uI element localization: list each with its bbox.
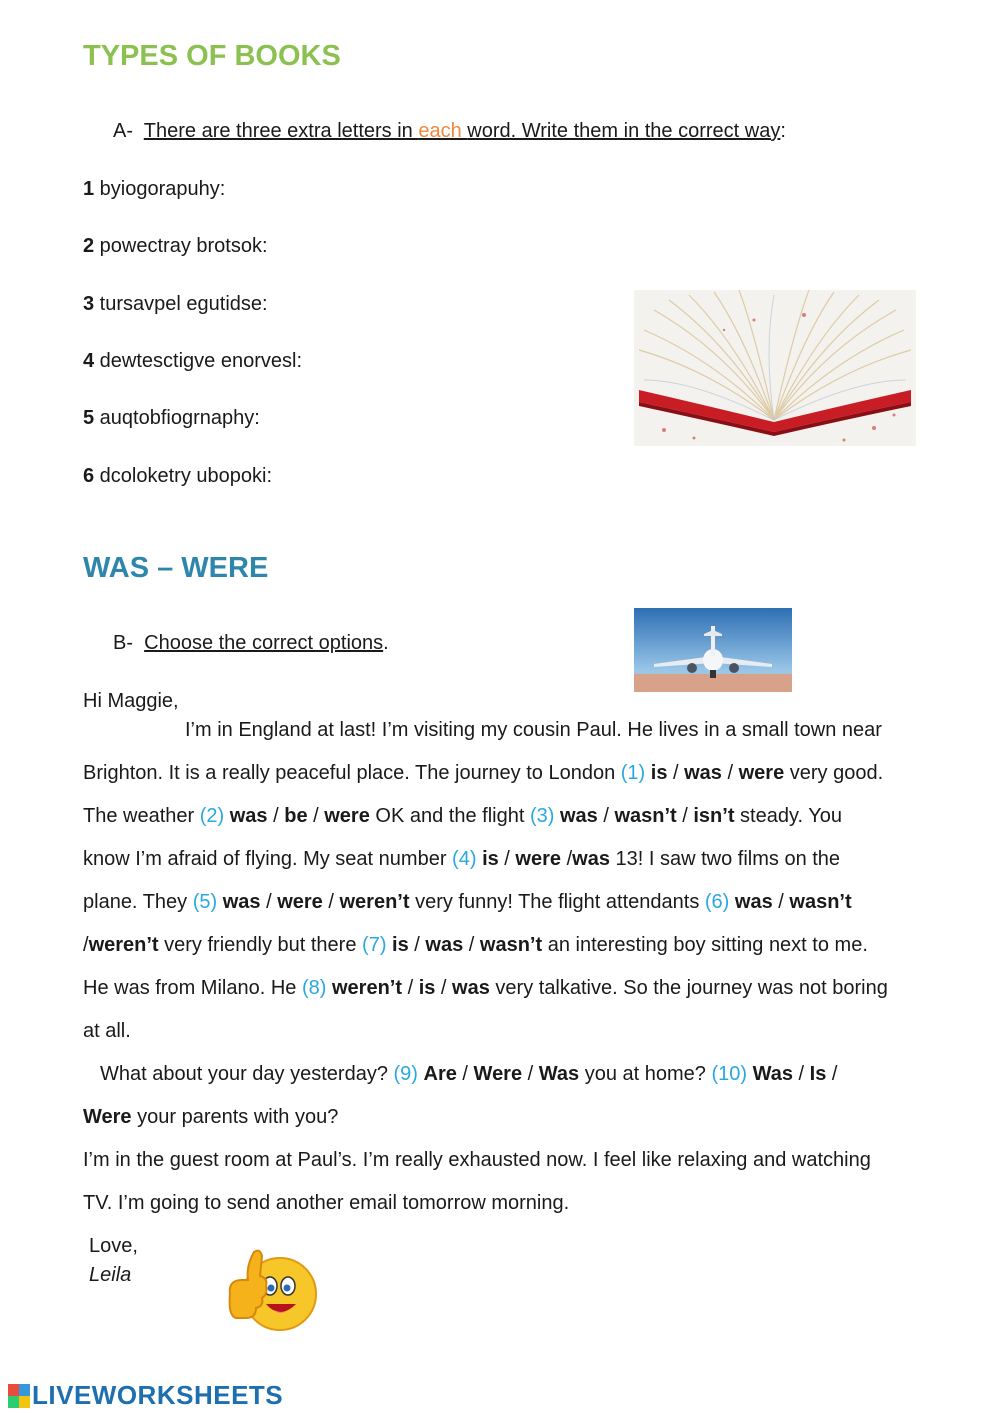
word-item-text: powectray brotsok: [94,235,268,257]
question-number: (8) [301,977,327,999]
answer-option[interactable]: Were [473,1063,523,1085]
answer-option[interactable]: is [650,762,668,784]
word-item [83,465,272,488]
answer-option[interactable]: Was [538,1063,580,1085]
word-item-text: auqtobfiogrnaphy: [94,407,260,429]
letter-text: know I’m afraid of flying. My seat number [83,848,453,870]
answer-option[interactable]: was [222,891,261,913]
answer-option[interactable]: is [392,934,409,956]
question-number: (6) [704,891,730,913]
answer-option[interactable]: was [684,762,722,784]
letter-text: The weather [83,805,200,827]
letter-line: plane. They (5) was / were / weren’t very funny! The flight attendants (6) was / wasn’t [83,891,852,913]
word-item-number: 5 [83,407,95,429]
letter-body [83,709,963,1225]
answer-option[interactable]: weren’t [339,891,410,913]
letter-line: know I’m afraid of flying. My seat number (4) is / were /was 13! I saw two films on the [83,848,841,870]
question-number: (4) [452,848,477,870]
letter-text: steady. You [734,805,842,827]
answer-option[interactable]: weren’t [88,934,159,956]
question-number: (1) [620,762,646,784]
instruction-a-prefix: A- [113,120,133,142]
letter-text: I’m in England at last! I’m visiting my cousin Paul. He lives in a small town near [185,719,882,741]
answer-option[interactable]: wasn’t [614,805,677,827]
letter-signature: Leila [89,1264,132,1286]
answer-option[interactable]: Are [423,1063,457,1085]
letter-line [83,1182,963,1225]
word-item [83,293,268,316]
section-title-types-of-books: TYPES OF BOOKS [83,40,341,72]
letter-line: He was from Milano. He (8) weren’t / is / was very talkative. So the journey was not boring [83,977,888,999]
letter-text: very talkative. So the journey was not boring [489,977,888,999]
word-item-text: dcoloketry ubopoki: [94,465,273,487]
question-number: (3) [529,805,555,827]
letter-text: very friendly but there [158,934,363,956]
letter-text: an interesting boy sitting next to me. [542,934,868,956]
logo-text: LIVEWORKSHEETS [32,1380,284,1410]
letter-line: The weather (2) was / be / were OK and the flight (3) was / wasn’t / isn’t steady. You [83,805,842,827]
letter-text: 13! I saw two films on the [609,848,841,870]
answer-option[interactable]: be [284,805,308,827]
letter-text: at all. [83,1020,131,1042]
airplane-image [634,608,792,692]
word-item-number: 3 [83,293,95,315]
word-item-text: tursavpel egutidse: [94,293,268,315]
instruction-b-suffix: . [383,632,389,654]
question-number: (10) [711,1063,748,1085]
word-item [83,178,225,201]
instruction-a-suffix: : [780,120,786,142]
answer-option[interactable]: is [418,977,436,999]
question-number: (7) [362,934,387,956]
liveworksheets-logo [8,1380,283,1411]
word-item-text: dewtesctigve enorvesl: [94,350,303,372]
question-number: (5) [192,891,218,913]
word-item-number: 1 [83,178,95,200]
answer-option[interactable]: isn’t [693,805,735,827]
answer-option[interactable]: weren’t [331,977,403,999]
answer-option[interactable]: Was [752,1063,793,1085]
answer-option[interactable]: were [738,762,785,784]
letter-text: What about your day yesterday? [100,1063,394,1085]
letter-text: OK and the flight [369,805,530,827]
word-item-number: 2 [83,235,95,257]
thumbs-up-emoji-icon [222,1244,318,1336]
letter-text: plane. They [83,891,193,913]
answer-option[interactable]: was [229,805,268,827]
question-number: (2) [199,805,225,827]
answer-option[interactable]: was [734,891,773,913]
instruction-a-part1: There are three extra letters in [143,120,419,142]
word-item-number: 4 [83,350,95,372]
instruction-b-prefix: B- [113,632,133,654]
instruction-a [113,120,786,143]
letter-line: Brighton. It is a really peaceful place. The journey to London (1) is / was / were very good. [83,762,884,784]
letter-line [83,709,963,752]
word-item [83,350,302,373]
answer-option[interactable]: were [277,891,323,913]
word-item [83,235,268,258]
answer-option[interactable]: was [572,848,610,870]
letter-text: very good. [784,762,884,784]
answer-option[interactable]: Is [809,1063,827,1085]
word-item-number: 6 [83,465,95,487]
answer-option[interactable]: was [559,805,598,827]
answer-option[interactable]: wasn’t [789,891,852,913]
instruction-b-text: Choose the correct options [144,632,384,654]
letter-text: I’m in the guest room at Paul’s. I’m really exhausted now. I feel like relaxing and watching [83,1149,871,1171]
instruction-b [113,632,389,655]
answer-option[interactable]: were [515,848,562,870]
answer-option[interactable]: is [482,848,499,870]
letter-text: very funny! The flight attendants [409,891,705,913]
logo-mark-icon [8,1384,30,1408]
word-item [83,407,260,430]
answer-option[interactable]: was [452,977,490,999]
letter-closing: Love, [89,1235,138,1257]
instruction-a-part2: word. Write them in the correct way [467,120,781,142]
letter-text: your parents with you? [131,1106,339,1128]
word-item-text: byiogorapuhy: [94,178,226,200]
letter-line: /weren’t very friendly but there (7) is / was / wasn’t an interesting boy sitting next to me. [83,934,868,956]
answer-option[interactable]: wasn’t [479,934,543,956]
letter-text: He was from Milano. He [83,977,302,999]
letter-line: What about your day yesterday? (9) Are / Were / Was you at home? (10) Was / Is / [100,1063,838,1085]
section-title-was-were: WAS – WERE [83,552,269,584]
instruction-a-highlight: each [418,120,468,142]
letter-line [83,1139,963,1182]
answer-option[interactable]: was [425,934,464,956]
answer-option[interactable]: were [324,805,370,827]
letter-line [83,1010,963,1053]
answer-option[interactable]: Were [83,1106,132,1128]
letter-text: you at home? [579,1063,712,1085]
letter-text: TV. I’m going to send another email tomorrow morning. [83,1192,570,1214]
question-number: (9) [393,1063,418,1085]
letter-line [83,1096,963,1139]
letter-text: Brighton. It is a really peaceful place. The journey to London [83,762,621,784]
letter-greeting: Hi Maggie, [83,690,179,712]
book-image [634,290,916,446]
